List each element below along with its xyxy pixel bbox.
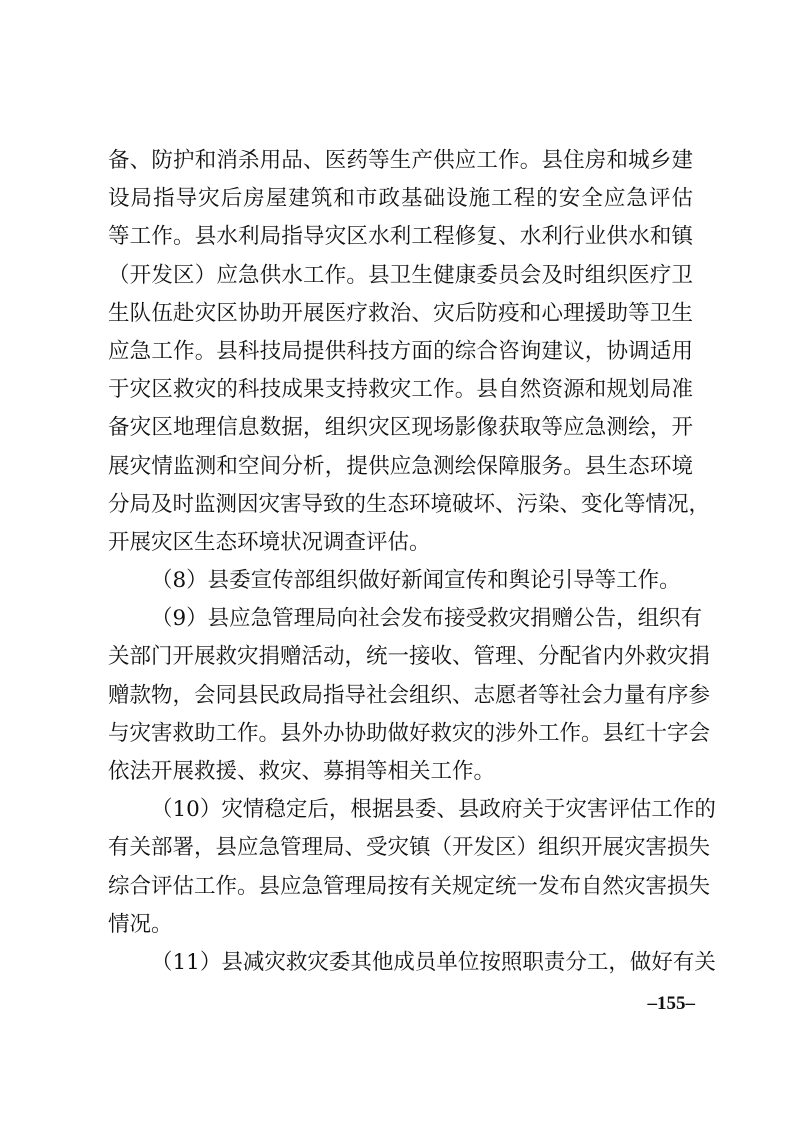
text-line: 应急工作。县科技局提供科技方面的综合咨询建议，协调适用 [108,338,693,364]
text-line: 等工作。县水利局指导灾区水利工程修复、水利行业供水和镇 [108,224,693,250]
text-line: 于灾区救灾的科技成果支持救灾工作。县自然资源和规划局准 [108,377,693,403]
text-line: 赠款物，会同县民政局指导社会组织、志愿者等社会力量有序参 [108,682,711,708]
text-line: 生队伍赴灾区协助开展医疗救治、灾后防疫和心理援助等卫生 [108,300,693,326]
text-line: 分局及时监测因灾害导致的生态环境破坏、污染、变化等情况， [108,491,711,517]
text-line: 设局指导灾后房屋建筑和市政基础设施工程的安全应急评估 [108,186,693,212]
paragraph-11-first-line: （11）县减灾救灾委其他成员单位按照职责分工，做好有关 [151,949,716,975]
paragraph-9-first-line: （9）县应急管理局向社会发布接受救灾捐赠公告，组织有 [151,606,703,632]
text-line: 依法开展救援、救灾、募捐等相关工作。 [108,759,496,784]
text-line: 开展灾区生态环境状况调查评估。 [108,529,431,555]
text-line: 有关部署，县应急管理局、受灾镇（开发区）组织开展灾害损失 [108,835,711,861]
text-line: 备、防护和消杀用品、医药等生产供应工作。县住房和城乡建 [108,148,693,173]
paragraph-8-line: （8）县委宣传部组织做好新闻宣传和舆论引导等工作。 [151,568,681,594]
paragraph-10-first-line: （10）灾情稳定后，根据县委、县政府关于灾害评估工作的 [151,797,716,823]
text-line: （开发区）应急供水工作。县卫生健康委员会及时组织医疗卫 [108,262,693,288]
body-text [108,142,716,982]
text-line: 关部门开展救灾捐赠活动，统一接收、管理、分配省内外救灾捐 [108,644,711,670]
page-number: –155– [647,993,695,1014]
text-line: 展灾情监测和空间分析，提供应急测绘保障服务。县生态环境 [108,453,693,479]
text-line: 备灾区地理信息数据，组织灾区现场影像获取等应急测绘，开 [108,415,693,441]
text-line: 综合评估工作。县应急管理局按有关规定统一发布自然灾害损失 [108,873,711,899]
text-line: 与灾害救助工作。县外办协助做好救灾的涉外工作。县红十字会 [108,720,711,746]
text-line: 情况。 [108,911,173,937]
